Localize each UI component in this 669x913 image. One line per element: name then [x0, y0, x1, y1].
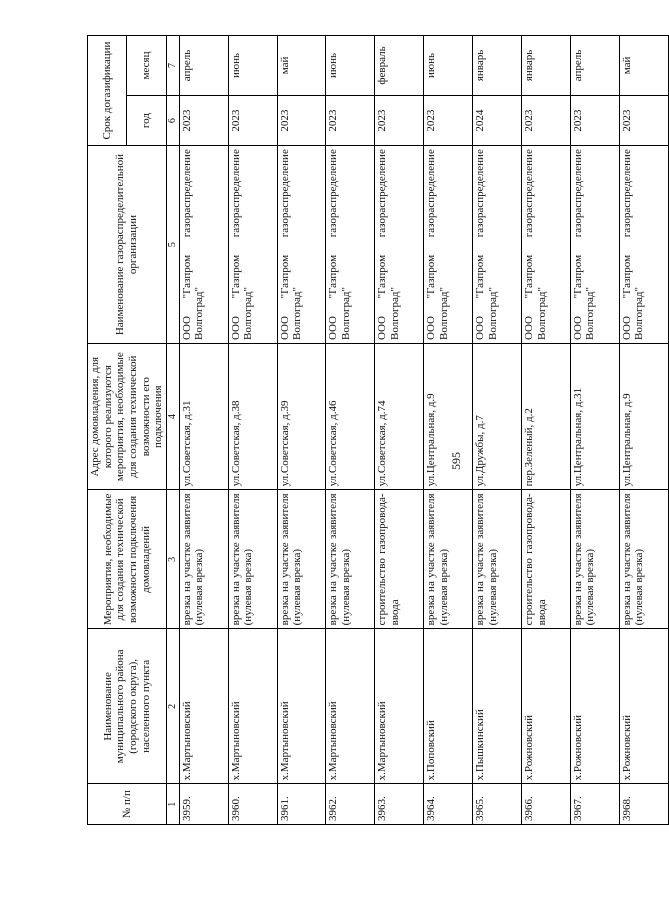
header-number: № п/п	[88, 784, 167, 825]
row-address: ул.Центральная, д.9	[619, 343, 668, 489]
table-row	[228, 36, 277, 825]
row-year: 2023	[326, 95, 375, 145]
column-number: 1	[166, 784, 179, 825]
row-address: ул.Советская, д.39	[277, 343, 326, 489]
header-deadline: Срок догазификации	[88, 36, 127, 146]
row-organization: ООО "Газпром газораспределение Волгоград"	[326, 146, 375, 344]
row-organization: ООО "Газпром газораспределение Волгоград"	[375, 146, 424, 344]
column-number: 7	[166, 36, 179, 96]
row-address: ул.Советская, д.74	[375, 343, 424, 489]
row-settlement: х.Рожновский	[619, 629, 668, 784]
column-number: 4	[166, 343, 179, 489]
row-year: 2023	[277, 95, 326, 145]
row-settlement: х.Рожновский	[570, 629, 619, 784]
row-number: 3965.	[473, 784, 522, 825]
table-row	[179, 36, 228, 825]
table-row	[570, 36, 619, 825]
row-address: ул.Дружбы, д.7	[473, 343, 522, 489]
row-measure: врезка на участке заявителя (нулевая врезка)	[179, 490, 228, 629]
page-number: 595	[449, 452, 463, 470]
row-settlement: х.Мартыновский	[277, 629, 326, 784]
table-row	[326, 36, 375, 825]
row-settlement: х.Мартыновский	[228, 629, 277, 784]
row-month: июнь	[424, 36, 473, 96]
row-month: май	[277, 36, 326, 96]
row-organization: ООО "Газпром газораспределение Волгоград"	[521, 146, 570, 344]
row-measure: врезка на участке заявителя (нулевая врезка)	[277, 490, 326, 629]
row-year: 2023	[570, 95, 619, 145]
column-numbers-row	[166, 36, 179, 825]
column-number: 5	[166, 146, 179, 344]
header-address: Адрес домовладения, для которого реализуются мероприятия, необходимые для создания технической возможности его подключения	[88, 343, 167, 489]
row-settlement: х.Поповский	[424, 629, 473, 784]
header-district: Наименование муниципального района (городского округа), населенного пункта	[88, 629, 167, 784]
column-number: 6	[166, 95, 179, 145]
row-year: 2023	[228, 95, 277, 145]
row-year: 2023	[375, 95, 424, 145]
row-measure: врезка на участке заявителя (нулевая врезка)	[326, 490, 375, 629]
row-address: ул.Центральная, д.31	[570, 343, 619, 489]
row-organization: ООО "Газпром газораспределение Волгоград"	[424, 146, 473, 344]
table-row	[424, 36, 473, 825]
gasification-table	[87, 35, 669, 825]
row-measure: врезка на участке заявителя (нулевая врезка)	[473, 490, 522, 629]
row-address: пер.Зеленый, д.2	[521, 343, 570, 489]
row-year: 2023	[424, 95, 473, 145]
row-address: ул.Советская, д.38	[228, 343, 277, 489]
row-month: январь	[521, 36, 570, 96]
header-row	[88, 36, 127, 825]
header-month: месяц	[127, 36, 166, 96]
row-address: ул.Центральная, д.9	[424, 343, 473, 489]
row-month: январь	[473, 36, 522, 96]
row-organization: ООО "Газпром газораспределение Волгоград"	[228, 146, 277, 344]
row-organization: ООО "Газпром газораспределение Волгоград"	[473, 146, 522, 344]
row-measure: врезка на участке заявителя (нулевая врезка)	[228, 490, 277, 629]
row-organization: ООО "Газпром газораспределение Волгоград"	[570, 146, 619, 344]
table-row	[375, 36, 424, 825]
column-number: 3	[166, 490, 179, 629]
row-settlement: х.Мартыновский	[179, 629, 228, 784]
row-address: ул.Советская, д.46	[326, 343, 375, 489]
row-year: 2023	[179, 95, 228, 145]
row-organization: ООО "Газпром газораспределение Волгоград"	[619, 146, 668, 344]
header-measures: Мероприятия, необходимые для создания технической возможности подключения домовладений	[88, 490, 167, 629]
row-month: апрель	[179, 36, 228, 96]
row-number: 3968.	[619, 784, 668, 825]
row-measure: врезка на участке заявителя (нулевая врезка)	[424, 490, 473, 629]
row-settlement: х.Мартыновский	[326, 629, 375, 784]
table-row	[473, 36, 522, 825]
row-measure: строительство газопровода-ввода	[375, 490, 424, 629]
row-number: 3959.	[179, 784, 228, 825]
row-month: апрель	[570, 36, 619, 96]
row-measure: врезка на участке заявителя (нулевая врезка)	[570, 490, 619, 629]
rotated-table-container	[87, 35, 646, 825]
row-measure: строительство газопровода-ввода	[521, 490, 570, 629]
row-year: 2024	[473, 95, 522, 145]
row-number: 3967.	[570, 784, 619, 825]
row-settlement: х.Пышкинский	[473, 629, 522, 784]
row-settlement: х.Мартыновский	[375, 629, 424, 784]
row-number: 3963.	[375, 784, 424, 825]
row-number: 3964.	[424, 784, 473, 825]
table-row	[521, 36, 570, 825]
row-organization: ООО "Газпром газораспределение Волгоград"	[277, 146, 326, 344]
row-month: июнь	[326, 36, 375, 96]
row-year: 2023	[521, 95, 570, 145]
table-row	[619, 36, 668, 825]
row-year: 2023	[619, 95, 668, 145]
row-number: 3966.	[521, 784, 570, 825]
row-month: июнь	[228, 36, 277, 96]
row-month: май	[619, 36, 668, 96]
header-year: год	[127, 95, 166, 145]
row-number: 3960.	[228, 784, 277, 825]
row-organization: ООО "Газпром газораспределение Волгоград"	[179, 146, 228, 344]
row-number: 3962.	[326, 784, 375, 825]
column-number: 2	[166, 629, 179, 784]
table-body	[179, 36, 668, 825]
row-measure: врезка на участке заявителя (нулевая врезка)	[619, 490, 668, 629]
table-row	[277, 36, 326, 825]
row-month: февраль	[375, 36, 424, 96]
row-number: 3961.	[277, 784, 326, 825]
row-address: ул.Советская, д.31	[179, 343, 228, 489]
row-settlement: х.Рожновский	[521, 629, 570, 784]
header-organization: Наименование газораспределительной организации	[88, 146, 167, 344]
